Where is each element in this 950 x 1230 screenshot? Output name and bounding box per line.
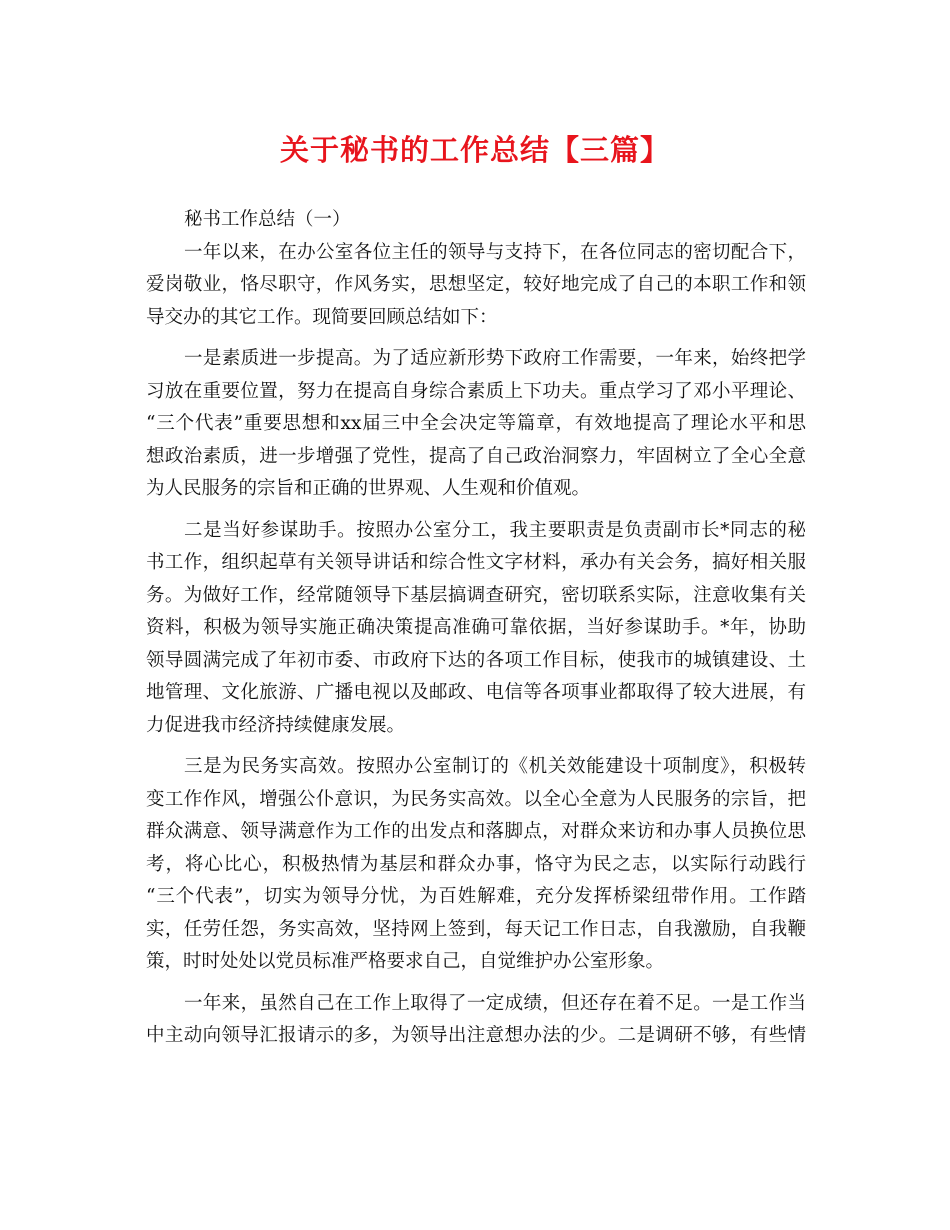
paragraph-line: 考，将心比心，积极热情为基层和群众办事，恪守为民之志，以实际行动践行: [146, 853, 806, 875]
paragraph-line: 资料，积极为领导实施正确决策提高准确可靠依据，当好参谋助手。*年，协助: [146, 617, 806, 638]
paragraph-line: 力促进我市经济持续健康发展。: [146, 714, 406, 736]
paragraph-line: 爱岗敬业，恪尽职守，作风务实，思想坚定，较好地完成了自己的本职工作和领: [146, 274, 806, 295]
paragraph: [146, 751, 806, 979]
paragraph: [146, 237, 806, 335]
paragraph-line: 实，任劳任怨，务实高效，坚持网上签到，每天记工作日志，自我激励，自我鞭: [146, 918, 806, 940]
paragraph-line: “三个代表”重要思想和xx届三中全会决定等篇章，有效地提高了理论水平和思: [146, 413, 806, 434]
paragraph-line: 书工作，组织起草有关领导讲话和综合性文字材料，承办有关会务，搞好相关服: [146, 552, 806, 573]
paragraph-line: “三个代表”，切实为领导分忧，为百姓解难，充分发挥桥梁纽带作用。工作踏: [146, 886, 806, 907]
paragraph-line: 策，时时处处以党员标准严格要求自己，自觉维护办公室形象。: [146, 951, 665, 972]
paragraph-line: 群众满意、领导满意作为工作的出发点和落脚点，对群众来访和办事人员换位思: [146, 821, 806, 842]
paragraph-line: 中主动向领导汇报请示的多，为领导出注意想办法的少。二是调研不够，有些情: [146, 1025, 806, 1046]
paragraph-line: 三是为民务实高效。按照办公室制订的《机关效能建设十项制度》，积极转: [184, 756, 806, 777]
paragraph-line: 导交办的其它工作。现简要回顾总结如下：: [146, 306, 498, 328]
paragraph-line: 一年以来，在办公室各位主任的领导与支持下，在各位同志的密切配合下，: [184, 241, 806, 263]
document-title: 关于秘书的工作总结【三篇】: [279, 133, 670, 167]
document-body: [146, 204, 806, 1053]
paragraph-line: 想政治素质，进一步增强了党性，提高了自己政治洞察力，牢固树立了全心全意: [146, 445, 806, 467]
paragraph-line: 二是当好参谋助手。按照办公室分工，我主要职责是负责副市长*同志的秘: [184, 519, 806, 541]
paragraph-line: 变工作作风，增强公仆意识，为民务实高效。以全心全意为人民服务的宗旨，把: [146, 788, 806, 810]
paragraph-line: 地管理、文化旅游、广播电视以及邮政、电信等各项事业都取得了较大进展，有: [146, 682, 806, 703]
paragraph: [146, 343, 806, 506]
paragraph-line: 领导圆满完成了年初市委、市政府下达的各项工作目标，使我市的城镇建设、土: [146, 649, 806, 671]
paragraph-line: 务。为做好工作，经常随领导下基层搞调查研究，密切联系实际，注意收集有关: [146, 584, 806, 606]
section-heading: 秘书工作总结（一）: [184, 209, 351, 230]
paragraph-line: 一是素质进一步提高。为了适应新形势下政府工作需要，一年来，始终把学: [184, 348, 806, 369]
paragraph-line: 习放在重要位置，努力在提高自身综合素质上下功夫。重点学习了邓小平理论、: [146, 380, 806, 402]
paragraph: [146, 515, 806, 743]
paragraph-line: 为人民服务的宗旨和正确的世界观、人生观和价值观。: [146, 478, 591, 499]
paragraph-line: 一年来，虽然自己在工作上取得了一定成绩，但还存在着不足。一是工作当: [184, 992, 806, 1014]
paragraph: [146, 988, 806, 1053]
